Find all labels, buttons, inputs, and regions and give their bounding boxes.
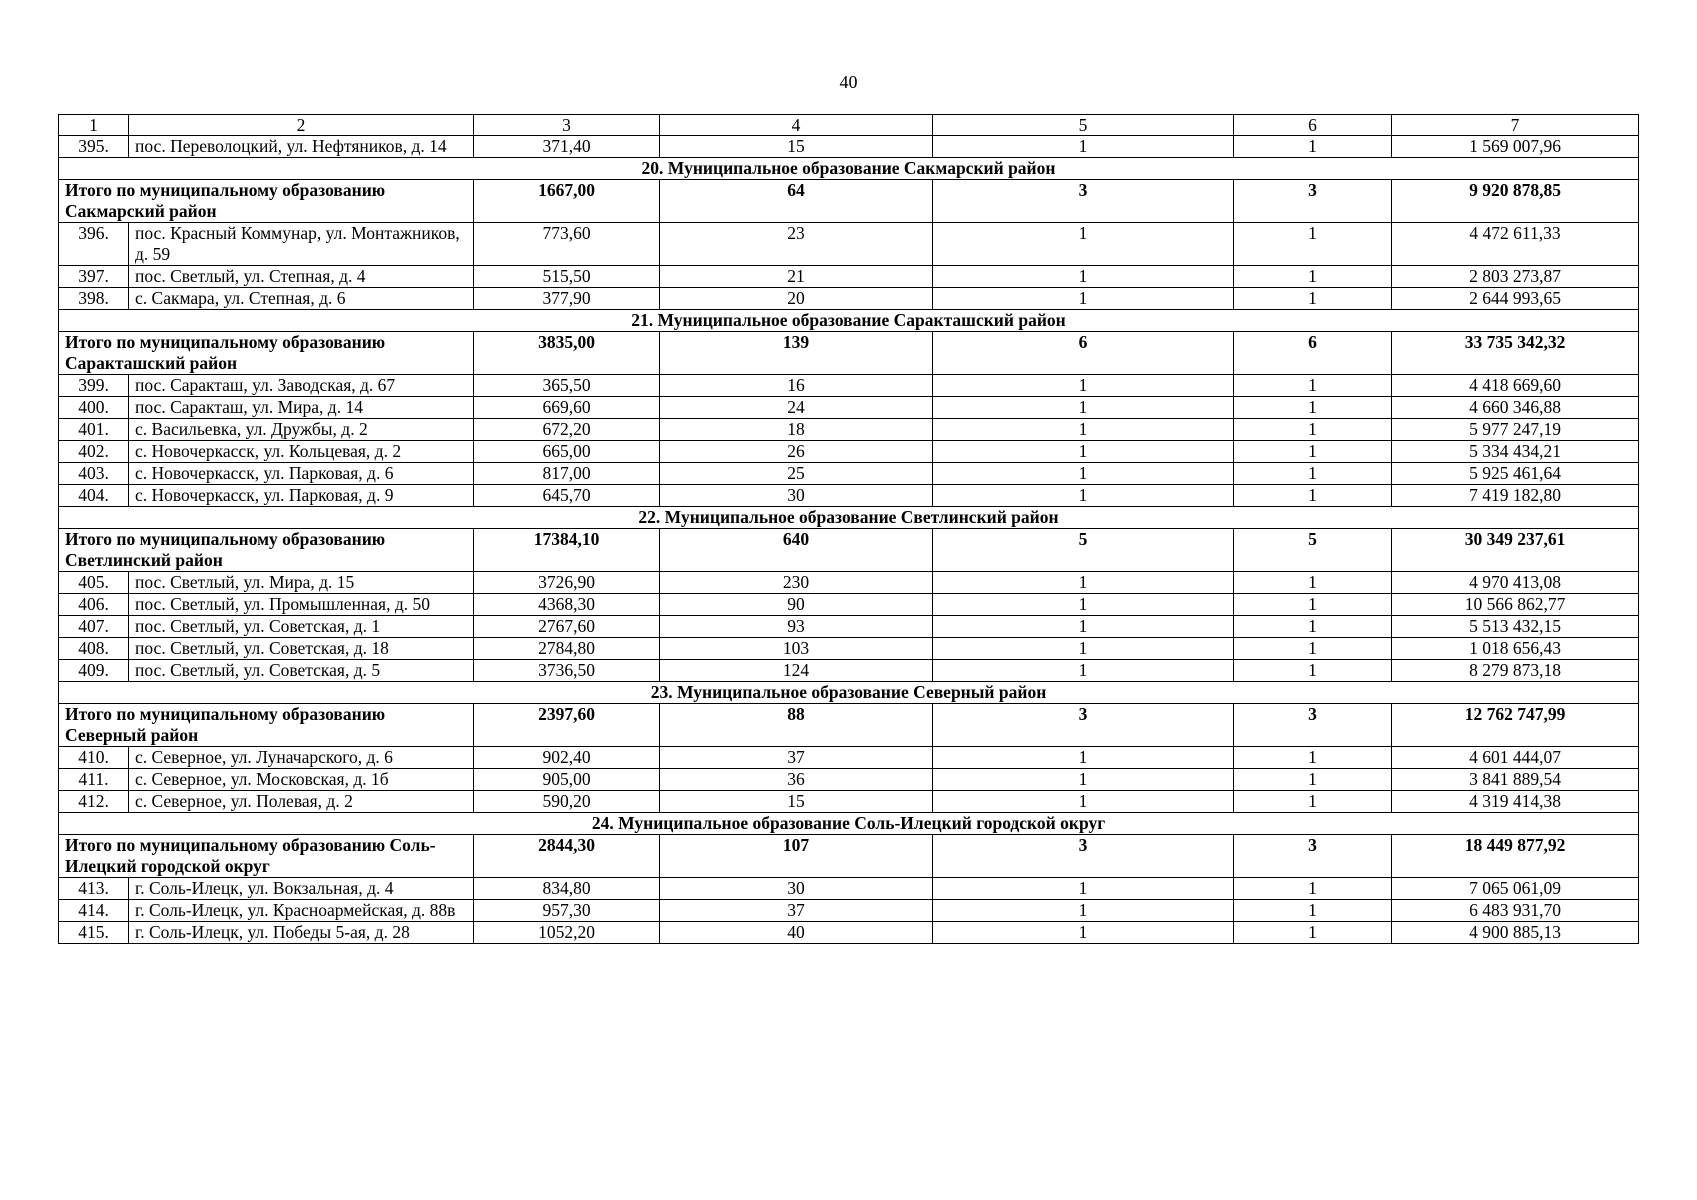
address-cell: с. Северное, ул. Луначарского, д. 6 [129,747,474,769]
people-cell: 23 [660,223,933,266]
people-cell: 103 [660,638,933,660]
total-col5: 3 [933,180,1234,223]
page-number: 40 [839,72,858,92]
col6-cell: 1 [1234,791,1392,813]
area-cell: 672,20 [474,419,660,441]
col5-cell: 1 [933,594,1234,616]
col5-cell: 1 [933,878,1234,900]
area-cell: 371,40 [474,136,660,158]
people-cell: 18 [660,419,933,441]
people-cell: 90 [660,594,933,616]
table-row [59,922,1639,944]
col6-cell: 1 [1234,485,1392,507]
table-row [59,572,1639,594]
row-number: 414. [59,900,129,922]
table-row [59,397,1639,419]
address-cell: пос. Светлый, ул. Степная, д. 4 [129,266,474,288]
total-people: 64 [660,180,933,223]
table-row [59,375,1639,397]
total-cost: 30 349 237,61 [1392,529,1639,572]
address-cell: с. Новочеркасск, ул. Кольцевая, д. 2 [129,441,474,463]
address-cell: с. Новочеркасск, ул. Парковая, д. 6 [129,463,474,485]
table-row [59,441,1639,463]
row-number: 405. [59,572,129,594]
section-title: 24. Муниципальное образование Соль-Илецкий городской округ [59,813,1639,835]
col5-cell: 1 [933,266,1234,288]
address-cell: пос. Светлый, ул. Мира, д. 15 [129,572,474,594]
col5-cell: 1 [933,288,1234,310]
row-number: 401. [59,419,129,441]
total-cost: 18 449 877,92 [1392,835,1639,878]
row-number: 411. [59,769,129,791]
total-col6: 3 [1234,704,1392,747]
cost-cell: 8 279 873,18 [1392,660,1639,682]
total-col6: 6 [1234,332,1392,375]
address-cell: с. Сакмара, ул. Степная, д. 6 [129,288,474,310]
total-col6: 3 [1234,180,1392,223]
address-cell: г. Соль-Илецк, ул. Победы 5-ая, д. 28 [129,922,474,944]
col6-cell: 1 [1234,572,1392,594]
table-row [59,594,1639,616]
people-cell: 26 [660,441,933,463]
col5-cell: 1 [933,463,1234,485]
section-title: 21. Муниципальное образование Саракташский район [59,310,1639,332]
section-header-row [59,813,1639,835]
address-cell: пос. Светлый, ул. Советская, д. 5 [129,660,474,682]
col5-cell: 1 [933,922,1234,944]
cost-cell: 4 660 346,88 [1392,397,1639,419]
address-cell: с. Васильевка, ул. Дружбы, д. 2 [129,419,474,441]
cost-cell: 5 513 432,15 [1392,616,1639,638]
cost-cell: 5 334 434,21 [1392,441,1639,463]
column-number: 1 [59,115,129,136]
total-area: 2844,30 [474,835,660,878]
col5-cell: 1 [933,485,1234,507]
section-header-row [59,310,1639,332]
col6-cell: 1 [1234,616,1392,638]
area-cell: 834,80 [474,878,660,900]
cost-cell: 4 900 885,13 [1392,922,1639,944]
col5-cell: 1 [933,375,1234,397]
address-cell: пос. Светлый, ул. Советская, д. 18 [129,638,474,660]
total-people: 139 [660,332,933,375]
column-number: 2 [129,115,474,136]
cost-cell: 2 644 993,65 [1392,288,1639,310]
area-cell: 590,20 [474,791,660,813]
total-label: Итого по муниципальному образованию Саракташский район [59,332,474,375]
cost-cell: 4 601 444,07 [1392,747,1639,769]
table-row [59,900,1639,922]
section-title: 20. Муниципальное образование Сакмарский район [59,158,1639,180]
col5-cell: 1 [933,638,1234,660]
table-row [59,878,1639,900]
address-cell: с. Северное, ул. Московская, д. 1б [129,769,474,791]
total-col5: 5 [933,529,1234,572]
col6-cell: 1 [1234,463,1392,485]
area-cell: 905,00 [474,769,660,791]
column-number: 5 [933,115,1234,136]
area-cell: 669,60 [474,397,660,419]
cost-cell: 4 319 414,38 [1392,791,1639,813]
col6-cell: 1 [1234,223,1392,266]
total-area: 17384,10 [474,529,660,572]
col6-cell: 1 [1234,878,1392,900]
area-cell: 665,00 [474,441,660,463]
people-cell: 20 [660,288,933,310]
col6-cell: 1 [1234,441,1392,463]
total-col6: 3 [1234,835,1392,878]
address-cell: пос. Переволоцкий, ул. Нефтяников, д. 14 [129,136,474,158]
total-row [59,332,1639,375]
total-people: 107 [660,835,933,878]
row-number: 398. [59,288,129,310]
col6-cell: 1 [1234,375,1392,397]
total-people: 640 [660,529,933,572]
total-label: Итого по муниципальному образованию Северный район [59,704,474,747]
total-row [59,835,1639,878]
area-cell: 902,40 [474,747,660,769]
area-cell: 377,90 [474,288,660,310]
table-row [59,266,1639,288]
row-number: 410. [59,747,129,769]
col6-cell: 1 [1234,922,1392,944]
area-cell: 365,50 [474,375,660,397]
total-area: 2397,60 [474,704,660,747]
row-number: 402. [59,441,129,463]
table-row [59,288,1639,310]
people-cell: 21 [660,266,933,288]
column-number-row [59,115,1639,136]
col5-cell: 1 [933,136,1234,158]
address-cell: с. Северное, ул. Полевая, д. 2 [129,791,474,813]
row-number: 397. [59,266,129,288]
address-cell: пос. Светлый, ул. Советская, д. 1 [129,616,474,638]
col6-cell: 1 [1234,288,1392,310]
total-label: Итого по муниципальному образованию Сакмарский район [59,180,474,223]
address-cell: с. Новочеркасск, ул. Парковая, д. 9 [129,485,474,507]
table-row [59,616,1639,638]
col5-cell: 1 [933,419,1234,441]
cost-cell: 7 419 182,80 [1392,485,1639,507]
total-col5: 6 [933,332,1234,375]
people-cell: 124 [660,660,933,682]
row-number: 408. [59,638,129,660]
col5-cell: 1 [933,769,1234,791]
total-label: Итого по муниципальному образованию Соль-Илецкий городской округ [59,835,474,878]
total-col6: 5 [1234,529,1392,572]
housing-table [58,114,1639,944]
area-cell: 515,50 [474,266,660,288]
area-cell: 4368,30 [474,594,660,616]
col6-cell: 1 [1234,747,1392,769]
people-cell: 16 [660,375,933,397]
col6-cell: 1 [1234,638,1392,660]
address-cell: пос. Саракташ, ул. Заводская, д. 67 [129,375,474,397]
col6-cell: 1 [1234,769,1392,791]
total-row [59,704,1639,747]
col5-cell: 1 [933,441,1234,463]
section-header-row [59,507,1639,529]
area-cell: 817,00 [474,463,660,485]
area-cell: 773,60 [474,223,660,266]
people-cell: 30 [660,485,933,507]
col6-cell: 1 [1234,136,1392,158]
row-number: 413. [59,878,129,900]
row-number: 400. [59,397,129,419]
section-title: 22. Муниципальное образование Светлинский район [59,507,1639,529]
row-number: 412. [59,791,129,813]
column-number: 4 [660,115,933,136]
total-area: 1667,00 [474,180,660,223]
col6-cell: 1 [1234,900,1392,922]
table-row [59,791,1639,813]
area-cell: 645,70 [474,485,660,507]
people-cell: 25 [660,463,933,485]
row-number: 415. [59,922,129,944]
row-number: 409. [59,660,129,682]
area-cell: 1052,20 [474,922,660,944]
people-cell: 15 [660,791,933,813]
cost-cell: 5 925 461,64 [1392,463,1639,485]
people-cell: 36 [660,769,933,791]
row-number: 395. [59,136,129,158]
people-cell: 15 [660,136,933,158]
col5-cell: 1 [933,397,1234,419]
cost-cell: 1 569 007,96 [1392,136,1639,158]
address-cell: г. Соль-Илецк, ул. Вокзальная, д. 4 [129,878,474,900]
row-number: 403. [59,463,129,485]
cost-cell: 4 970 413,08 [1392,572,1639,594]
cost-cell: 10 566 862,77 [1392,594,1639,616]
section-header-row [59,682,1639,704]
col6-cell: 1 [1234,660,1392,682]
total-row [59,180,1639,223]
total-people: 88 [660,704,933,747]
section-header-row [59,158,1639,180]
table-row [59,223,1639,266]
total-cost: 9 920 878,85 [1392,180,1639,223]
address-cell: г. Соль-Илецк, ул. Красноармейская, д. 88в [129,900,474,922]
cost-cell: 2 803 273,87 [1392,266,1639,288]
people-cell: 230 [660,572,933,594]
cost-cell: 3 841 889,54 [1392,769,1639,791]
table-body [59,115,1639,944]
cost-cell: 4 472 611,33 [1392,223,1639,266]
total-col5: 3 [933,835,1234,878]
table-row [59,419,1639,441]
row-number: 404. [59,485,129,507]
people-cell: 30 [660,878,933,900]
table-row [59,485,1639,507]
address-cell: пос. Саракташ, ул. Мира, д. 14 [129,397,474,419]
cost-cell: 1 018 656,43 [1392,638,1639,660]
table-row [59,769,1639,791]
col5-cell: 1 [933,223,1234,266]
area-cell: 957,30 [474,900,660,922]
area-cell: 2784,80 [474,638,660,660]
col6-cell: 1 [1234,594,1392,616]
people-cell: 37 [660,747,933,769]
row-number: 407. [59,616,129,638]
col5-cell: 1 [933,616,1234,638]
row-number: 406. [59,594,129,616]
total-cost: 12 762 747,99 [1392,704,1639,747]
total-area: 3835,00 [474,332,660,375]
col5-cell: 1 [933,900,1234,922]
table-row [59,638,1639,660]
cost-cell: 7 065 061,09 [1392,878,1639,900]
people-cell: 24 [660,397,933,419]
table-row [59,463,1639,485]
cost-cell: 6 483 931,70 [1392,900,1639,922]
column-number: 6 [1234,115,1392,136]
total-row [59,529,1639,572]
cost-cell: 5 977 247,19 [1392,419,1639,441]
col5-cell: 1 [933,572,1234,594]
area-cell: 2767,60 [474,616,660,638]
people-cell: 37 [660,900,933,922]
col5-cell: 1 [933,747,1234,769]
column-number: 3 [474,115,660,136]
address-cell: пос. Красный Коммунар, ул. Монтажников, д. 59 [129,223,474,266]
area-cell: 3726,90 [474,572,660,594]
row-number: 396. [59,223,129,266]
column-number: 7 [1392,115,1639,136]
row-number: 399. [59,375,129,397]
area-cell: 3736,50 [474,660,660,682]
col6-cell: 1 [1234,419,1392,441]
col6-cell: 1 [1234,266,1392,288]
total-cost: 33 735 342,32 [1392,332,1639,375]
table-row [59,660,1639,682]
table-row [59,747,1639,769]
people-cell: 93 [660,616,933,638]
col5-cell: 1 [933,660,1234,682]
total-col5: 3 [933,704,1234,747]
people-cell: 40 [660,922,933,944]
cost-cell: 4 418 669,60 [1392,375,1639,397]
col5-cell: 1 [933,791,1234,813]
total-label: Итого по муниципальному образованию Светлинский район [59,529,474,572]
address-cell: пос. Светлый, ул. Промышленная, д. 50 [129,594,474,616]
table-row [59,136,1639,158]
col6-cell: 1 [1234,397,1392,419]
section-title: 23. Муниципальное образование Северный район [59,682,1639,704]
